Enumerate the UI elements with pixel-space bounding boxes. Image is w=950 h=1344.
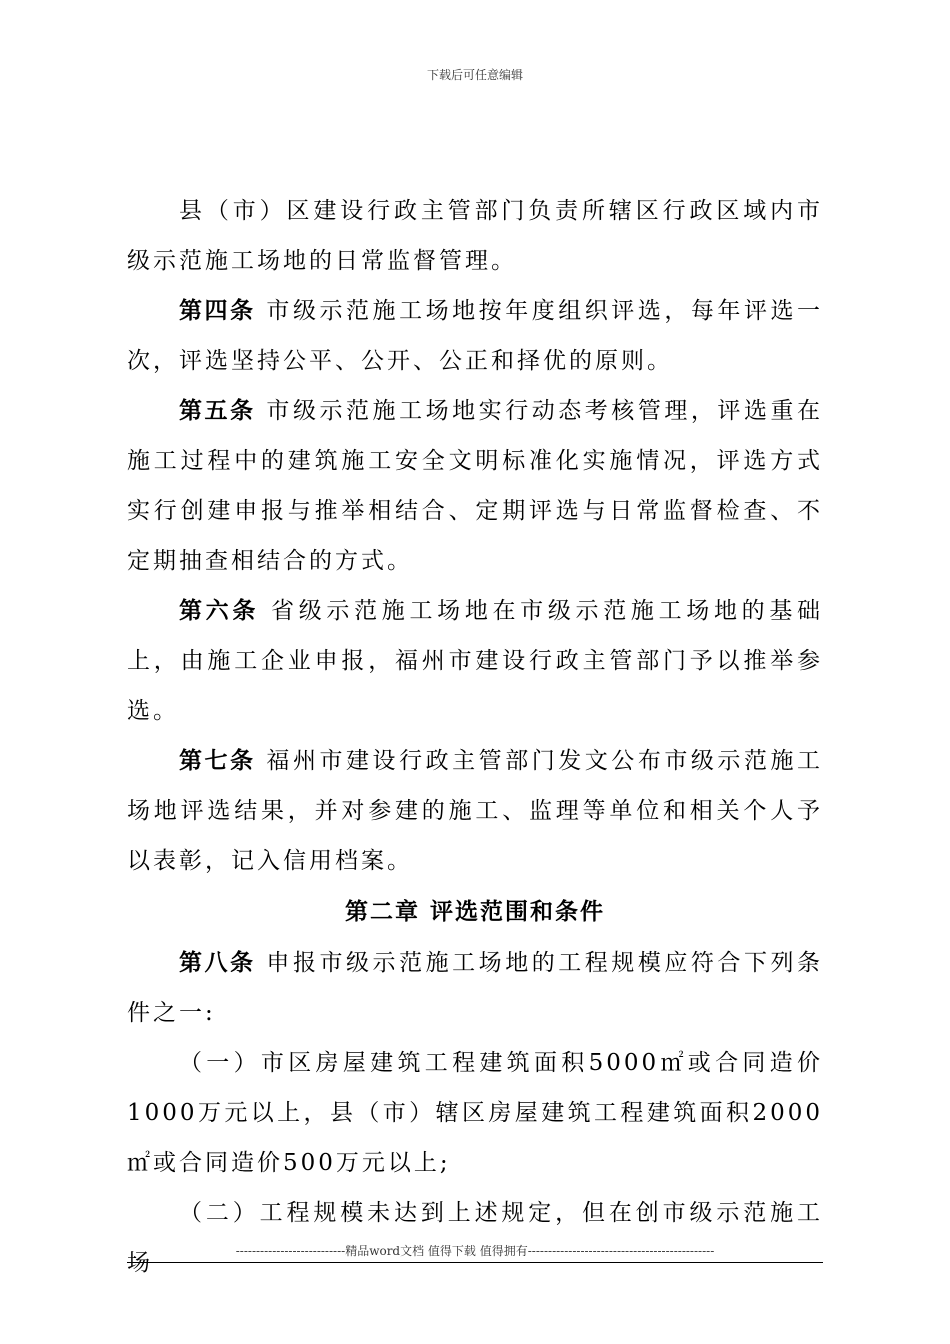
footer-divider bbox=[127, 1262, 823, 1263]
paragraph-item-1 bbox=[127, 1038, 823, 1188]
article-label: 第四条 bbox=[179, 297, 256, 324]
paragraph-item-2 bbox=[127, 1188, 823, 1288]
paragraph-article-5 bbox=[127, 386, 823, 586]
paragraph-text: 福州市建设行政主管部门发文公布市级示范施工场地评选结果，并对参建的施工、监理等单位和相关个人予以表彰，记入信用档案。 bbox=[127, 748, 824, 874]
page-header: 下载后可任意编辑 bbox=[426, 68, 523, 82]
paragraph-text: 市级示范施工场地按年度组织评选，每年评选一次，评选坚持公平、公开、公正和择优的原则。 bbox=[127, 298, 824, 374]
paragraph-text: 省级示范施工场地在市级示范施工场地的基础上，由施工企业申报，福州市建设行政主管部门予以推举参选。 bbox=[127, 598, 823, 724]
paragraph-county-supervision bbox=[127, 186, 823, 286]
article-label: 第六条 bbox=[179, 597, 260, 624]
paragraph-text: 市级示范施工场地实行动态考核管理，评选重在施工过程中的建筑施工安全文明标准化实施情况，评选方式实行创建申报与推举相结合、定期评选与日常监督检查、不定期抽查相结合的方式。 bbox=[127, 398, 824, 574]
paragraph-text: 县（市）区建设行政主管部门负责所辖区行政区域内市级示范施工场地的日常监督管理。 bbox=[127, 198, 823, 274]
paragraph-text: 申报市级示范施工场地的工程规模应符合下列条件之一: bbox=[127, 950, 824, 1026]
chapter-heading: 第二章 评选范围和条件 bbox=[344, 898, 605, 925]
page-footer: ---------------------------精品word文档 值得下载 值得拥有---------------------------------------------- bbox=[235, 1244, 715, 1258]
paragraph-article-7 bbox=[127, 736, 823, 886]
paragraph-text: （二）工程规模未达到上述规定，但在创市级示范施工场 bbox=[127, 1200, 823, 1276]
document-body bbox=[127, 186, 823, 1288]
paragraph-article-6 bbox=[127, 586, 823, 736]
paragraph-text: （一）市区房屋建筑工程建筑面积5000㎡或合同造价1000万元以上，县（市）辖区房屋建筑工程建筑面积2000㎡或合同造价500万元以上; bbox=[127, 1050, 823, 1176]
paragraph-article-8 bbox=[127, 938, 823, 1038]
article-label: 第八条 bbox=[179, 949, 256, 976]
paragraph-article-4 bbox=[127, 286, 823, 386]
article-label: 第七条 bbox=[179, 747, 256, 774]
article-label: 第五条 bbox=[179, 397, 256, 424]
